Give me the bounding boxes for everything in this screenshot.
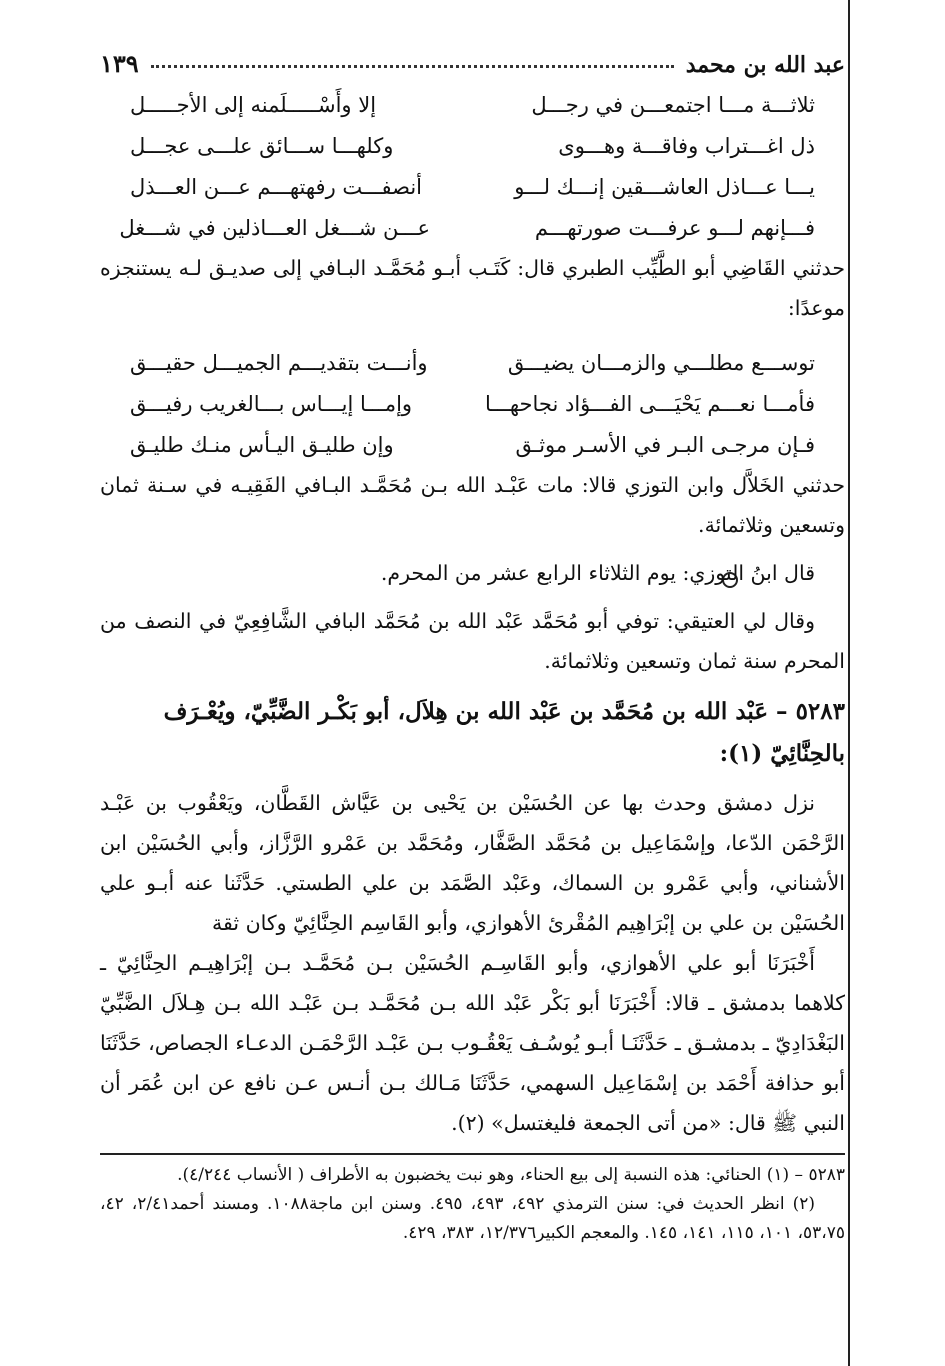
- header-dotted-leader: [151, 65, 674, 68]
- footnote-2: (٢) انظر الحديث في: سنن الترمذي ٤٩٢، ٤٩٣، ٤٩٥. وسنن ابن ماجة١٠٨٨. ومسند أحمد٢/٤١، ٤٢، ٥٣،٧٥، ١٠١، ١١٥، ١٤١، ١٤٥. والمعجم الكبير١٢/٣٧٦، ٣٨٣، ٤٢٩.: [100, 1194, 845, 1243]
- hemistich-1: فأمـــا نعـــم يَحْيَـــى الفـــؤاد نجاحهـــا: [484, 391, 815, 416]
- hemistich-1: ثلاثـــة مـــا اجتمعـــن في رجـــل: [531, 92, 815, 117]
- verse-line: [100, 166, 845, 207]
- paragraph-tabari: حدثني القَاضِي أبو الطَّيِّب الطبري قال: كَتَـب أبـو مُحَمَّـد البـافي إلى صديـق لـه يستنجزه موعدًا:: [100, 256, 845, 320]
- hemistich-2: وكلهـــا ســـائق علـــى عجـــل: [130, 133, 394, 158]
- entry-heading: ٥٢٨٣ – عَبْد الله بن مُحَمَّد بن عَبْد الله بن هِلاَل، أبو بَكْـر الضَّبِّيّ، ويُعْـرَف بالحِنَّائِيّ (١):: [163, 698, 845, 767]
- verse-line: [100, 342, 845, 383]
- hemistich-2: عـــن شـــغل العـــاذلين في شـــغل: [119, 215, 430, 240]
- hemistich-2: وإمـــا إيـــاس بـــالغريب رفيـــق: [130, 391, 413, 416]
- book-page: [100, 38, 845, 1248]
- hemistich-2: إلا وأَسْـــــلَمنه إلى الأجـــــل: [130, 92, 377, 117]
- paragraph-isnad: أَخْبَرَنَا أبو علي الأهوازي، وأبو القَاسِـم الحُسَيْن بـن مُحَمَّـد بـن إبْرَاهِيـم الحِنَّائِيّ ـ كلاهما بدمشق ـ قالا: أَخْبَرَنَا أبو بَكْر عَبْد الله بـن مُحَمَّـد بـن عَبْـد الله بـن هِـلاَل الضَّبِّيّ البَغْدَادِيّ ـ بدمشـق ـ حَدَّثَنَـا أبـو يُوسُـف يَعْقُـوب بـن عَبْـد الرَّحْمَـن الدعـاء الجصاص، حَدَّثَنَا أبو حذافة أَحْمَد بن إسْمَاعِيل السهمي، حَدَّثَنَا مَـالك بـن أنـس عـن نافع عن ابن عُمَر أن النبي ﷺ قال: «من أتى الجمعة فليغتسل» (٢).: [100, 951, 845, 1135]
- running-title: عبد الله بن محمد: [685, 52, 845, 78]
- paragraph-tawzi: قال ابنُ التوزي: يوم الثلاثاء الرابع عشر من المحرم.: [380, 561, 815, 585]
- page-number: ١٣٩: [100, 49, 139, 78]
- hemistich-2: وأنـــت بتقديـــم الجميـــل حقيـــق: [130, 350, 428, 375]
- hemistich-1: فـإن مرجـى البـر في الأسـر موثـق: [515, 432, 815, 457]
- poem-2: [100, 342, 845, 465]
- running-header: [100, 38, 845, 78]
- verse-line: [100, 125, 845, 166]
- footnote-rule: [100, 1153, 845, 1155]
- verse-line: [100, 84, 845, 125]
- verse-line: [100, 383, 845, 424]
- verse-line: [100, 207, 845, 248]
- footnote-1: ٥٢٨٣ – (١) الحنائي: هذه النسبة إلى بيع الحناء، وهو نبت يخضبون به الأطراف ( الأنساب ٤/٢٤٤).: [177, 1165, 845, 1185]
- hemistich-1: يـــا عـــاذل العاشـــقين إنـــك لـــو: [514, 174, 815, 199]
- hemistich-1: فـــإنهم لـــو عرفـــت صورتهـــم: [534, 215, 815, 240]
- paragraph-atiqi: وقال لي العتيقي: توفي أبو مُحَمَّد عَبْد الله بن مُحَمَّد البافي الشَّافِعِيّ في النصف من المحرم سنة ثمان وتسعين وثلاثمائة.: [100, 609, 845, 673]
- hemistich-1: ذل اغـــتراب وفاقـــة وهـــوى: [558, 133, 815, 158]
- verse-line: [100, 424, 845, 465]
- paragraph-death-report: حدثني الخَلاَّل وابن التوزي قالا: مات عَبْـد الله بـن مُحَمَّـد البـافي الفَقِيـه في سـنة ثمان وتسعين وثلاثمائة.: [100, 473, 845, 537]
- paragraph-biography: نزل دمشق وحدث بها عن الحُسَيْن بن يَحْيى بن عَيَّاش القَطَّان، ويَعْقُوب بن عَبْـد الرَّحْمَن الدّعا، وإسْمَاعِيل بن مُحَمَّد الصَّفَّار، ومُحَمَّد بن عَمْرو الرَّزَّاز، وأبي الحُسَيْن ابن الأشناني، وأبي عَمْرو بن السماك، وعَبْد الصَّمَد بن علي الطستي. حَدَّثَنا عنه أبـو علي الحُسَيْن بن علي بن إبْرَاهِيم المُقْرئ الأهوازي، وأبو القَاسِم الحِنَّائِيّ وكان ثقة: [100, 791, 845, 935]
- hemistich-2: أنصفـــت رفهتهـــم عـــن العـــذل: [130, 174, 423, 199]
- hemistich-2: وإن طليـق اليـأس منـك طليـق: [130, 432, 394, 457]
- poem-1: [100, 84, 845, 248]
- hemistich-1: توســـع مطلـــي والزمـــان يضيـــق: [507, 350, 815, 375]
- page-edge-rule: [848, 0, 850, 1366]
